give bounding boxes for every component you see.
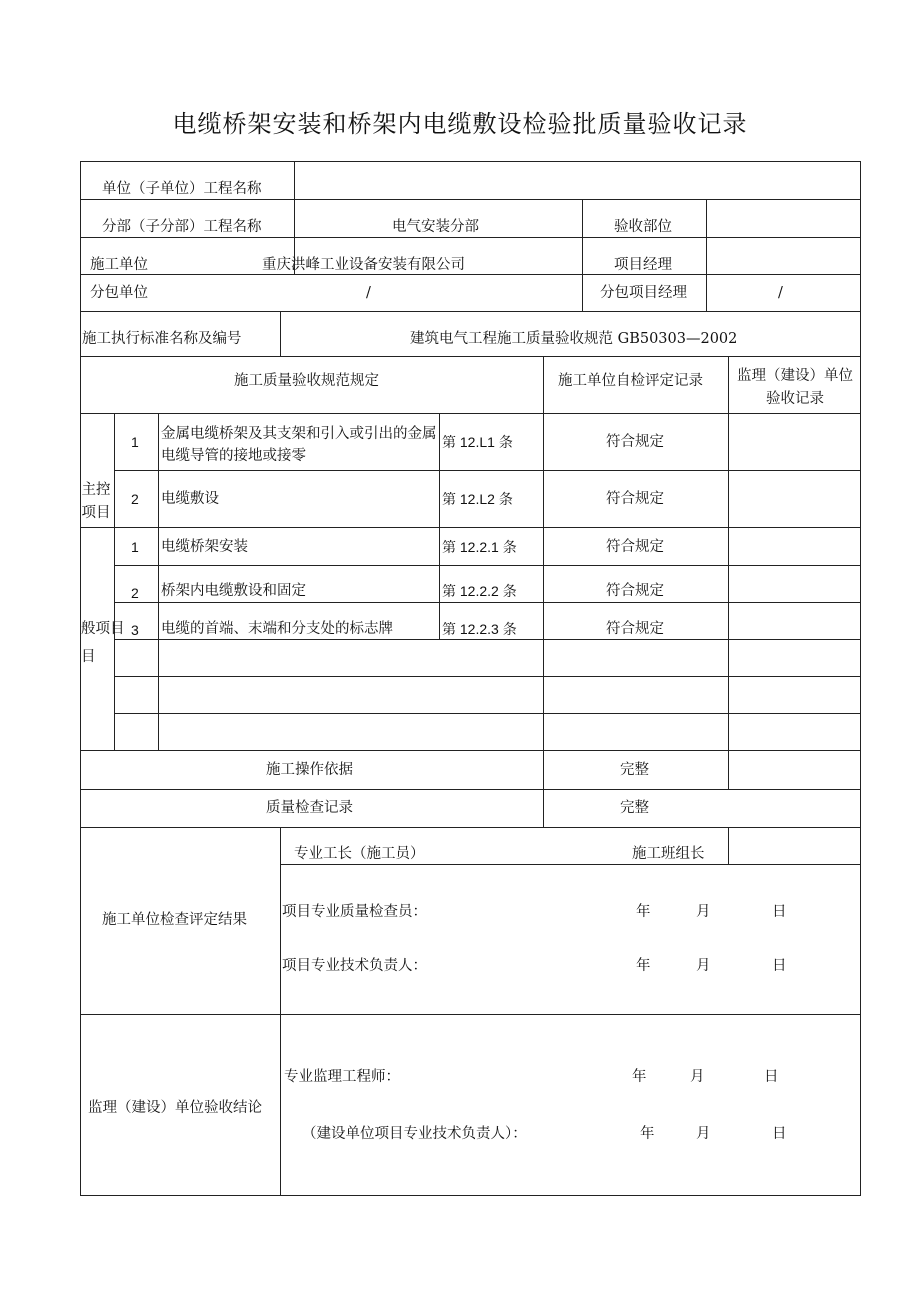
date-month: 月 xyxy=(690,1069,705,1085)
general-item-desc: 电缆的首端、末端和分支处的标志牌 xyxy=(161,621,393,637)
unit-name-label: 单位（子单位）工程名称 xyxy=(102,181,262,197)
general-item-no: 1 xyxy=(131,539,139,555)
owner-tech-lead-label: （建设单位项目专业技术负责人）： xyxy=(302,1126,527,1142)
supervisor-result-label: 监理（建设）单位验收结论 xyxy=(88,1100,262,1116)
main-item-desc: 电缆敷设 xyxy=(161,491,219,507)
supervisor-column-header: 监理（建设）单位验收记录 xyxy=(737,368,853,407)
date-year: 年 xyxy=(636,958,651,974)
general-item-clause: 第 12.2.3 条 xyxy=(442,621,517,637)
main-item-no: 2 xyxy=(131,491,139,507)
date-day: 日 xyxy=(772,904,787,920)
contractor-label: 施工单位 xyxy=(90,257,148,273)
main-item-no: 1 xyxy=(131,434,139,450)
standard-label: 施工执行标准名称及编号 xyxy=(82,331,242,347)
division-name-value: 电气安装分部 xyxy=(392,219,479,235)
inspection-record-table xyxy=(80,161,861,1196)
subcontractor-value: / xyxy=(366,285,371,301)
date-day: 日 xyxy=(772,958,787,974)
team-leader-label: 施工班组长 xyxy=(632,846,705,862)
operation-basis-value: 完整 xyxy=(620,762,649,778)
table-grid-lines xyxy=(80,161,861,1196)
general-item-result: 符合规定 xyxy=(606,539,664,555)
inspect-part-label: 验收部位 xyxy=(614,219,672,235)
standard-value: 建筑电气工程施工质量验收规范 GB50303—2002 xyxy=(410,331,738,347)
supervising-engineer-label: 专业监理工程师： xyxy=(284,1069,400,1085)
spec-column-header: 施工质量验收规范规定 xyxy=(234,373,379,389)
date-year: 年 xyxy=(636,904,651,920)
main-item-clause: 第 12.L1 条 xyxy=(442,434,513,450)
contractor-value: 重庆洪峰工业设备安装有限公司 xyxy=(262,257,465,273)
date-day: 日 xyxy=(764,1069,779,1085)
general-item-clause: 第 12.2.1 条 xyxy=(442,539,517,555)
general-item-desc: 桥架内电缆敷设和固定 xyxy=(161,583,306,599)
contractor-result-label: 施工单位检查评定结果 xyxy=(102,912,247,928)
main-item-result: 符合规定 xyxy=(606,434,664,450)
date-year: 年 xyxy=(632,1069,647,1085)
sub-project-manager-value: / xyxy=(778,285,783,301)
general-label: 般项目 xyxy=(81,621,125,637)
date-month: 月 xyxy=(696,904,711,920)
project-manager-label: 项目经理 xyxy=(614,257,672,273)
main-control-label: 主控项目 xyxy=(81,482,111,521)
foreman-label: 专业工长（施工员） xyxy=(294,846,425,862)
main-item-result: 符合规定 xyxy=(606,491,664,507)
quality-record-label: 质量检查记录 xyxy=(266,800,353,816)
tech-lead-label: 项目专业技术负责人： xyxy=(282,958,427,974)
general-item-clause: 第 12.2.2 条 xyxy=(442,583,517,599)
general-item-desc: 电缆桥架安装 xyxy=(161,539,248,555)
general-item-result: 符合规定 xyxy=(606,621,664,637)
general-item-result: 符合规定 xyxy=(606,583,664,599)
operation-basis-label: 施工操作依据 xyxy=(266,762,353,778)
date-day: 日 xyxy=(772,1126,787,1142)
sub-project-manager-label: 分包项目经理 xyxy=(600,285,687,301)
qc-inspector-label: 项目专业质量检查员： xyxy=(282,904,427,920)
date-month: 月 xyxy=(696,958,711,974)
quality-record-value: 完整 xyxy=(620,800,649,816)
date-year: 年 xyxy=(640,1126,655,1142)
general-label-tail: 目 xyxy=(81,649,96,665)
general-item-no: 3 xyxy=(131,622,139,638)
division-name-label: 分部（子分部）工程名称 xyxy=(102,219,262,235)
main-item-desc: 金属电缆桥架及其支架和引入或引出的金属电缆导管的接地或接零 xyxy=(161,426,437,464)
main-item-clause: 第 12.L2 条 xyxy=(442,491,513,507)
subcontractor-label: 分包单位 xyxy=(90,285,148,301)
page-title: 电缆桥架安装和桥架内电缆敷设检验批质量验收记录 xyxy=(172,110,748,138)
self-check-column-header: 施工单位自检评定记录 xyxy=(558,373,703,389)
general-item-no: 2 xyxy=(131,585,139,601)
date-month: 月 xyxy=(696,1126,711,1142)
